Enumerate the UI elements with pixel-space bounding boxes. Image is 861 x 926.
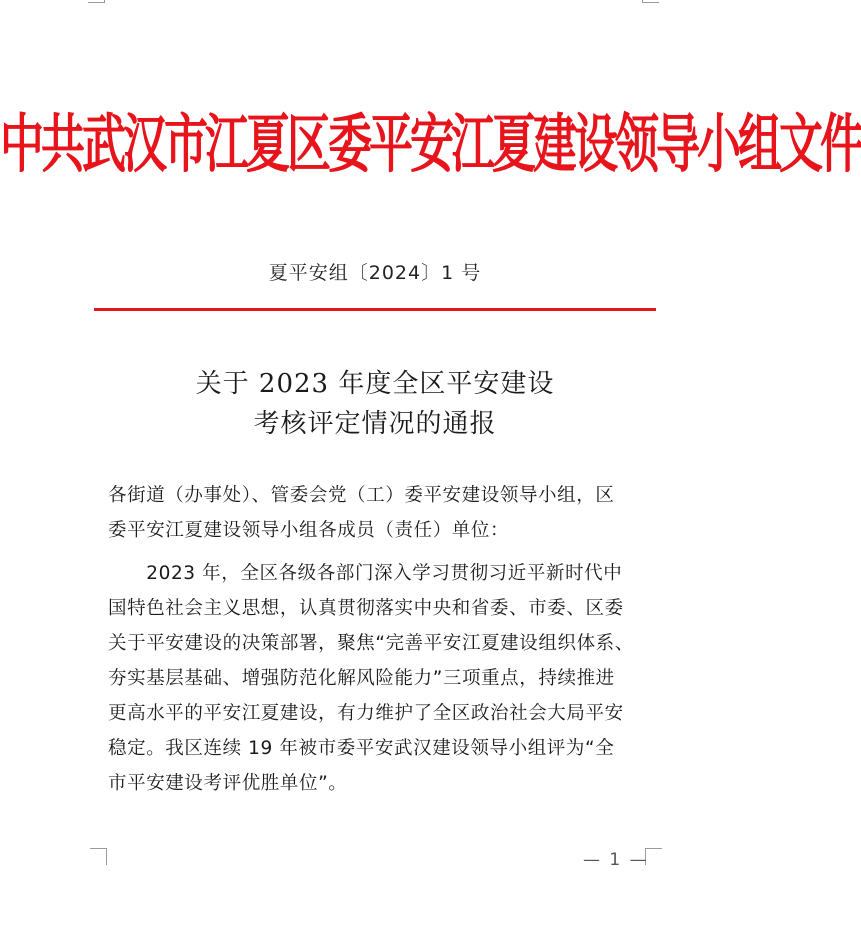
document-title-line-2: 考核评定情况的通报 bbox=[253, 409, 497, 439]
red-separator-line bbox=[94, 308, 656, 311]
salutation-line: 委平安江夏建设领导小组各成员（责任）单位： bbox=[108, 520, 510, 541]
paragraph-line: 2023 年，全区各级各部门深入学习贯彻习近平新时代中 bbox=[108, 563, 623, 584]
paragraph-line: 夯实基层基础、增强防范化解风险能力”三项重点，持续推进 bbox=[108, 668, 615, 689]
crop-mark-bottom-left bbox=[90, 848, 107, 865]
document-title-line-1: 关于 2023 年度全区平安建设 bbox=[195, 369, 555, 399]
document-number: 夏平安组〔2024〕1 号 bbox=[268, 262, 482, 284]
salutation-line: 各街道（办事处）、管委会党（工）委平安建设领导小组，区 bbox=[108, 485, 615, 506]
paragraph-line: 稳定。我区连续 19 年被市委平安武汉建设领导小组评为“全 bbox=[108, 738, 615, 759]
crop-mark-top-left bbox=[88, 0, 105, 3]
issuer-header: 中共武汉市江夏区委平安江夏建设领导小组文件 bbox=[0, 107, 861, 182]
page-number: — 1 — bbox=[583, 850, 649, 870]
paragraph-line: 市平安建设考评优胜单位”。 bbox=[108, 773, 348, 794]
body-paragraph bbox=[108, 556, 646, 801]
salutation bbox=[108, 478, 646, 548]
paragraph-line: 关于平安建设的决策部署，聚焦“完善平安江夏建设组织体系、 bbox=[108, 633, 634, 654]
paragraph-line: 更高水平的平安江夏建设，有力维护了全区政治社会大局平安 bbox=[108, 703, 624, 724]
crop-mark-top-right bbox=[642, 0, 659, 3]
paragraph-line: 国特色社会主义思想，认真贯彻落实中央和省委、市委、区委 bbox=[108, 598, 624, 619]
